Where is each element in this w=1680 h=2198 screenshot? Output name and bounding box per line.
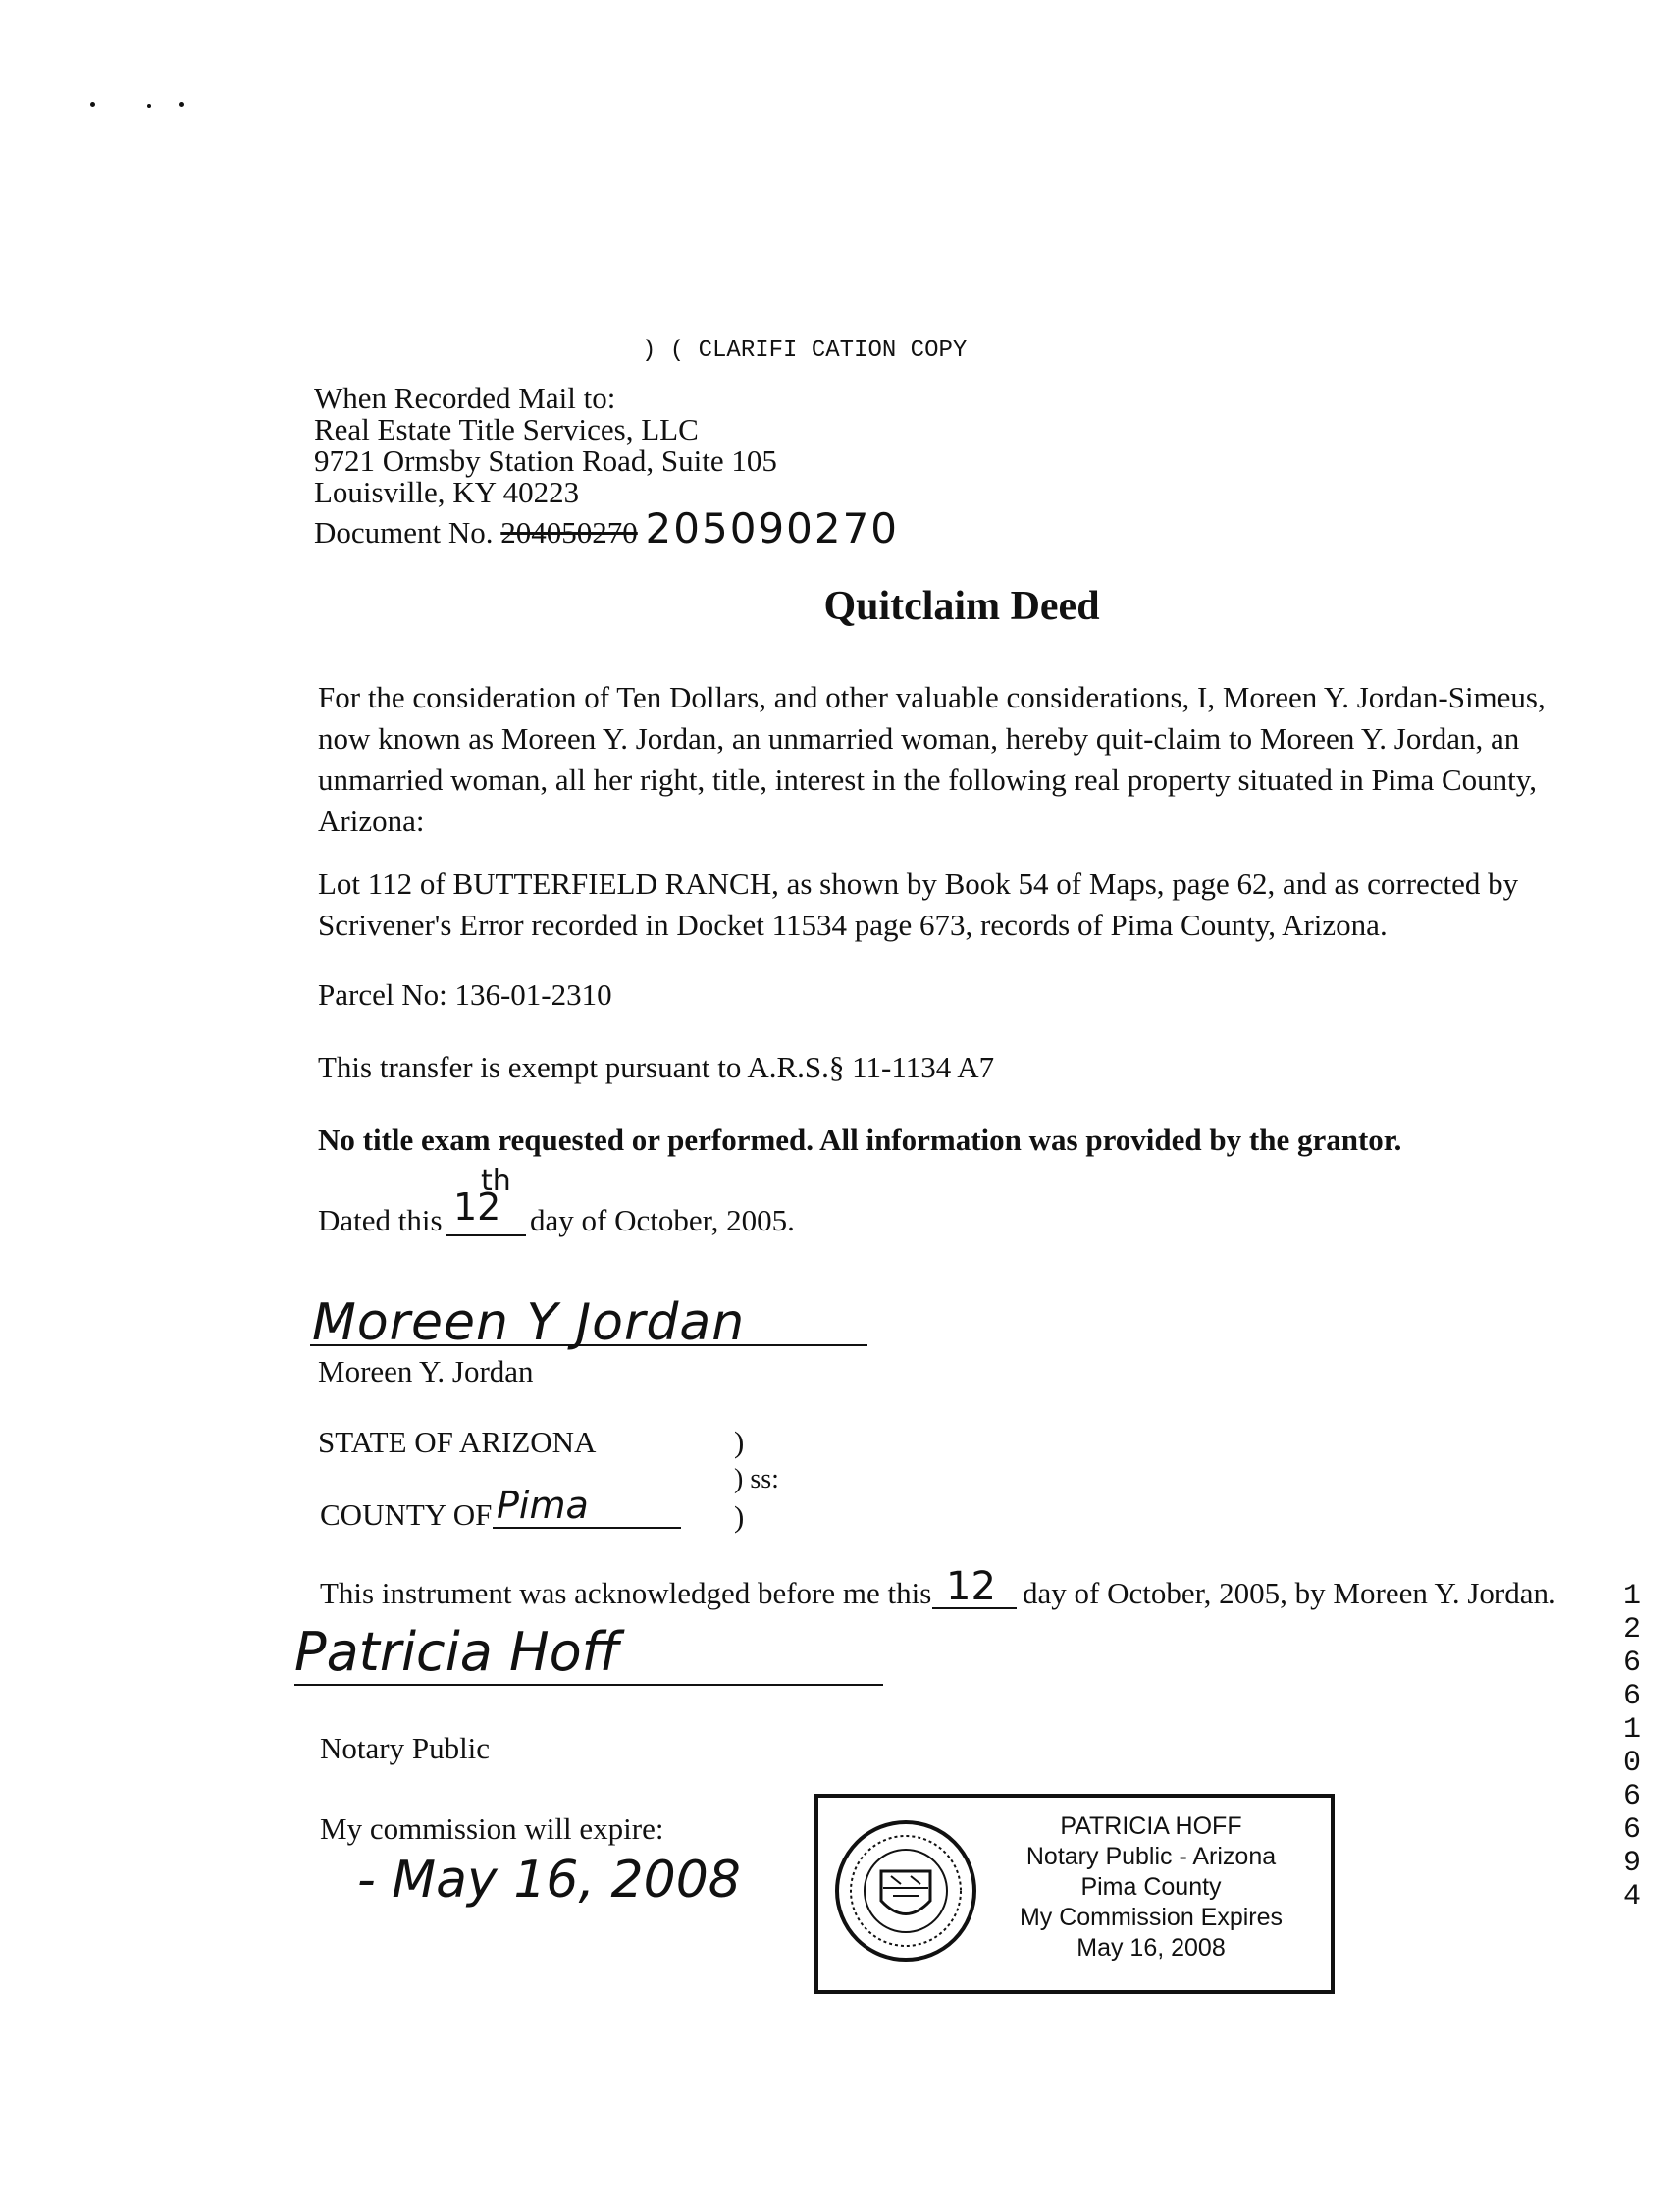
stamp-text xyxy=(979,1811,1323,1963)
notary-stamp xyxy=(814,1794,1335,1994)
commission-handwritten: - May 16, 2008 xyxy=(357,1851,741,1910)
venue-paren-bottom: ) xyxy=(734,1499,745,1534)
dated-day-suffix: th xyxy=(481,1164,511,1198)
dated-suffix: day of October, 2005. xyxy=(530,1203,795,1237)
venue-ss: ) ss: xyxy=(734,1464,779,1494)
notary-seal-icon xyxy=(832,1817,979,1964)
mail-to-label: When Recorded Mail to: xyxy=(314,381,616,415)
consideration-paragraph: For the consideration of Ten Dollars, and other valuable considerations, I, Moreen Y. Jordan-Simeus, now known as Moreen Y. Jordan, an unmarried woman, hereby quit-claim to Moreen Y. Jordan, an unmarried woman, all her right, title, interest in the following real property situated in Pima County, Arizona: xyxy=(318,680,1546,838)
scan-speck xyxy=(147,104,151,108)
document-number-old: 204050270 xyxy=(500,515,638,550)
stamp-expires-date: May 16, 2008 xyxy=(1076,1934,1226,1962)
notary-signature-line xyxy=(294,1684,883,1686)
document-number xyxy=(314,504,900,552)
exemption-statement: This transfer is exempt pursuant to A.R.S.§ 11-1134 A7 xyxy=(318,1050,995,1084)
commission-label: My commission will expire: xyxy=(320,1811,664,1846)
venue-paren-top: ) xyxy=(734,1425,745,1459)
copy-mark xyxy=(642,340,967,363)
mail-to-company: Real Estate Title Services, LLC xyxy=(314,412,699,446)
venue-county-handwritten: Pima xyxy=(497,1484,589,1527)
parcel-number: 136-01-2310 xyxy=(454,977,612,1012)
scan-speck xyxy=(90,102,95,107)
copy-mark-prefix: ) ( xyxy=(642,338,685,364)
ack-prefix: This instrument was acknowledged before me this xyxy=(320,1576,932,1610)
document-number-new: 205090270 xyxy=(645,504,900,552)
mail-to-city: Louisville, KY 40223 xyxy=(314,475,580,509)
dated-prefix: Dated this xyxy=(318,1203,443,1237)
dated-day-underline xyxy=(446,1234,526,1236)
deed-title: Quitclaim Deed xyxy=(823,584,1100,629)
margin-record-number: 12661 06694 xyxy=(1622,1580,1641,1913)
notary-label: Notary Public xyxy=(320,1731,491,1765)
venue-county-label: COUNTY OF xyxy=(320,1497,493,1532)
dated-day-handwritten: 12 xyxy=(453,1185,501,1229)
ack-day-handwritten: 12 xyxy=(946,1564,996,1609)
stamp-title: Notary Public - Arizona xyxy=(1025,1843,1277,1870)
stamp-expires-label: My Commission Expires xyxy=(1019,1904,1284,1931)
notary-signature: Patricia Hoff xyxy=(294,1621,620,1683)
mail-to-street: 9721 Ormsby Station Road, Suite 105 xyxy=(314,444,777,478)
legal-description: Lot 112 of BUTTERFIELD RANCH, as shown by Book 54 of Maps, page 62, and as corrected by Scrivener's Error recorded in Docket 11534 page 673, records of Pima County, Arizona. xyxy=(318,866,1519,942)
document-number-label: Document No. xyxy=(314,515,494,550)
parcel-line xyxy=(318,979,612,1010)
ack-suffix: day of October, 2005, by Moreen Y. Jordan. xyxy=(1023,1576,1556,1610)
grantor-name: Moreen Y. Jordan xyxy=(318,1354,534,1388)
parcel-label: Parcel No: xyxy=(318,977,447,1012)
stamp-county: Pima County xyxy=(1080,1873,1222,1901)
grantor-signature: Moreen Y Jordan xyxy=(312,1293,746,1352)
venue-county-underline xyxy=(493,1527,681,1529)
venue-state: STATE OF ARIZONA xyxy=(318,1425,597,1459)
copy-mark-text: CLARIFI CATION COPY xyxy=(698,338,968,364)
stamp-name: PATRICIA HOFF xyxy=(1060,1812,1242,1840)
title-exam-notice: No title exam requested or performed. All information was provided by the grantor. xyxy=(318,1123,1402,1157)
scan-speck xyxy=(179,102,184,107)
